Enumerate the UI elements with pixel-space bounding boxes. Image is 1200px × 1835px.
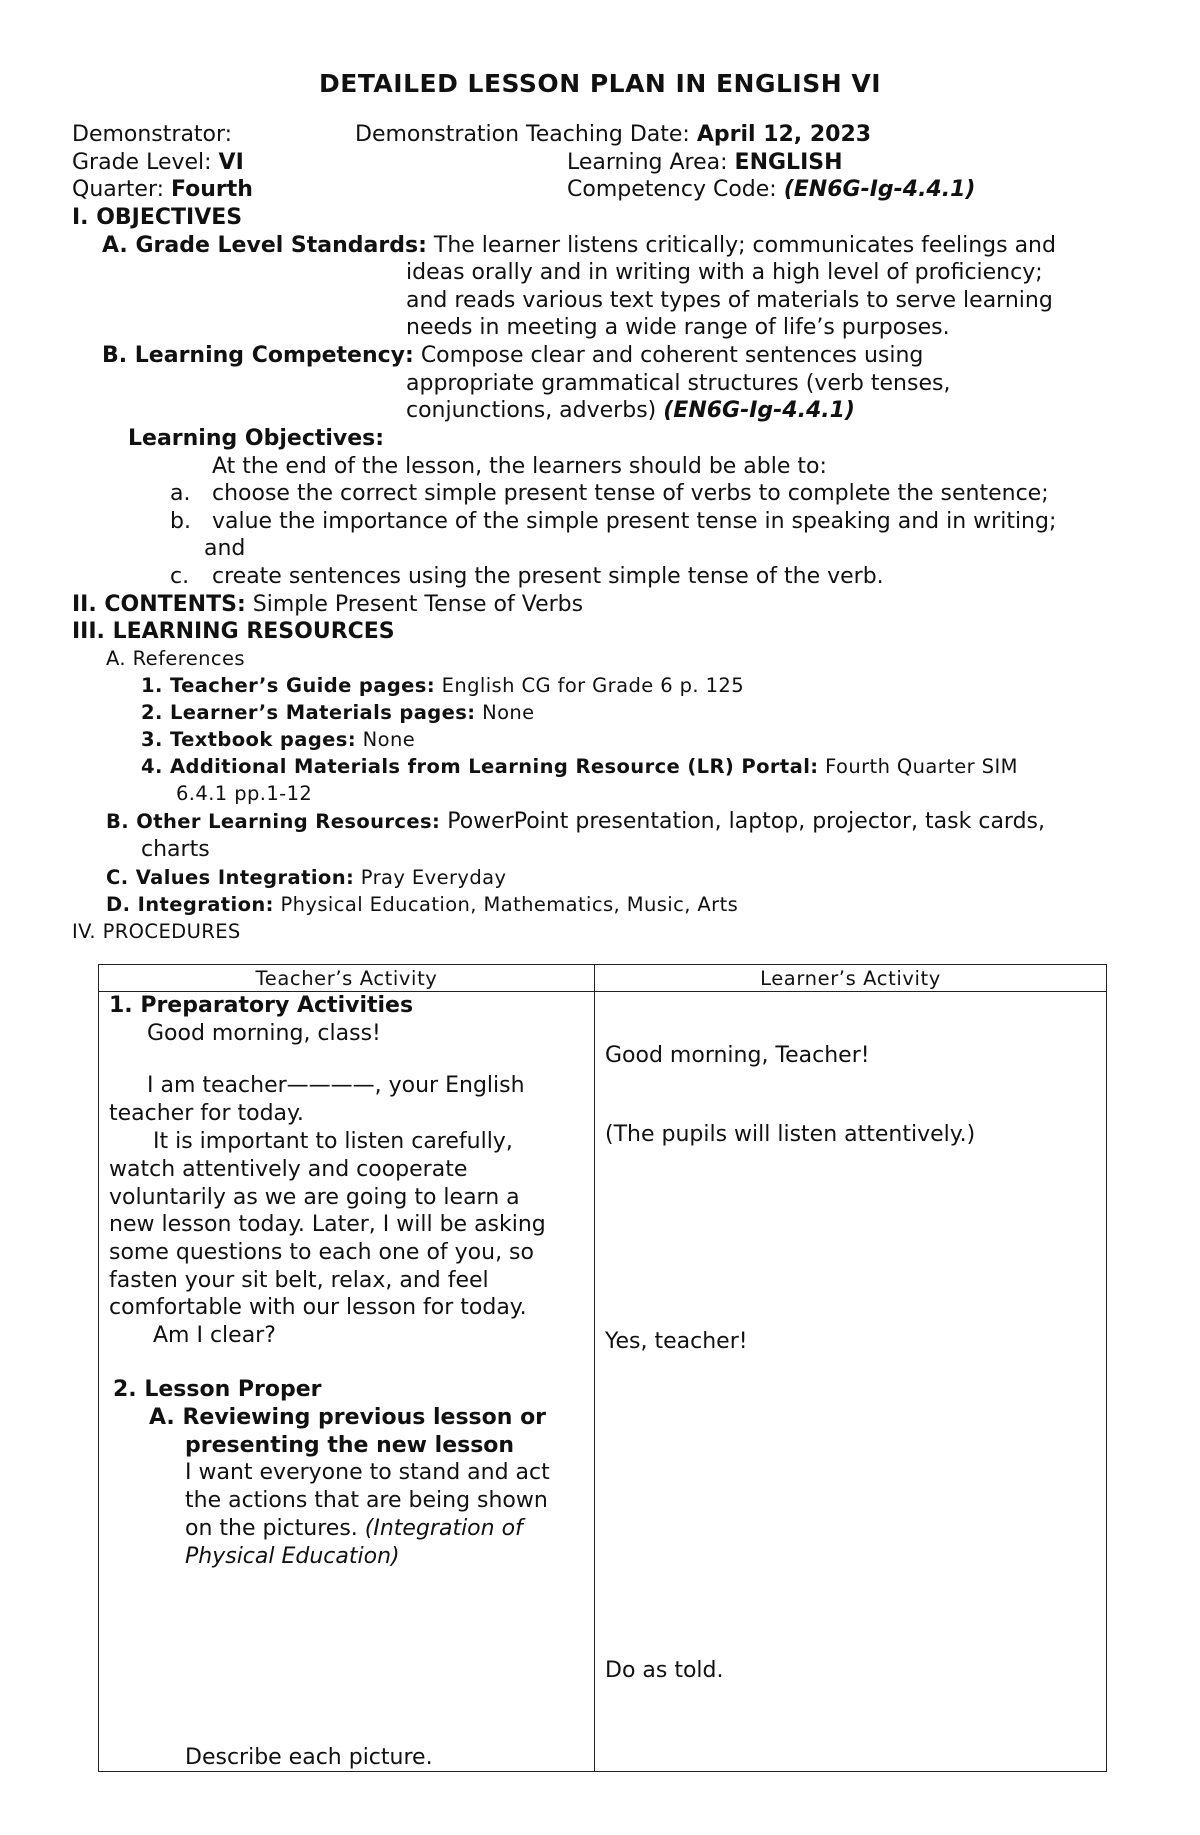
teacher-act-1: I want everyone to stand and act <box>185 1460 550 1485</box>
teacher-listen-7: comfortable with our lesson for today. <box>109 1295 527 1320</box>
ref-additional-materials: 4. Additional Materials from Learning Resource (LR) Portal: Fourth Quarter SIM <box>141 755 1018 778</box>
gls-line-2: ideas orally and in writing with a high level of proficiency; <box>406 260 1043 285</box>
gls-line-3: and reads various text types of materials to serve learning <box>406 288 1053 313</box>
competency-code: Competency Code: (EN6G-Ig-4.4.1) <box>567 177 976 202</box>
teacher-am-i-clear: Am I clear? <box>153 1323 276 1348</box>
learning-objectives-heading: Learning Objectives: <box>128 426 385 451</box>
contents: II. CONTENTS: Simple Present Tense of Verbs <box>72 592 584 617</box>
grade-level-standards: A. Grade Level Standards: The learner listens critically; communicates feelings and <box>102 233 1056 258</box>
resources-heading: III. LEARNING RESOURCES <box>72 619 395 644</box>
teaching-date: Demonstration Teaching Date: April 12, 2023 <box>355 122 872 147</box>
learning-objectives-intro: At the end of the lesson, the learners should be able to: <box>212 454 827 479</box>
reviewing-lesson-1: A. Reviewing previous lesson or <box>149 1405 547 1430</box>
objective-a: choose the correct simple present tense of verbs to complete the sentence; <box>212 481 1049 506</box>
teacher-listen-1: It is important to listen carefully, <box>153 1129 513 1154</box>
learner-do-as-told: Do as told. <box>605 1658 724 1683</box>
values-integration: C. Values Integration: Pray Everyday <box>106 866 507 889</box>
teacher-listen-3: voluntarily as we are going to learn a <box>109 1185 520 1210</box>
learner-listen: (The pupils will listen attentively.) <box>605 1122 976 1147</box>
teacher-integration: Physical Education) <box>185 1544 400 1569</box>
teacher-activity-cell <box>99 992 595 1772</box>
teacher-listen-5: some questions to each one of you, so <box>109 1240 534 1265</box>
teacher-act-3: on the pictures. (Integration of <box>185 1516 523 1541</box>
teacher-intro-2: teacher for today. <box>109 1101 304 1126</box>
teacher-listen-6: fasten your sit belt, relax, and feel <box>109 1268 489 1293</box>
ref-textbook: 3. Textbook pages: None <box>141 728 416 751</box>
learning-area: Learning Area: ENGLISH <box>567 150 843 175</box>
objective-a-marker: a. <box>170 481 191 506</box>
grade-level: Grade Level: VI <box>72 150 244 175</box>
col-header-learner: Learner’s Activity <box>595 965 1107 992</box>
ref-teachers-guide: 1. Teacher’s Guide pages: English CG for Grade 6 p. 125 <box>141 674 745 697</box>
lesson-proper: 2. Lesson Proper <box>113 1377 322 1402</box>
teacher-listen-2: watch attentively and cooperate <box>109 1157 468 1182</box>
teacher-act-2: the actions that are being shown <box>185 1488 548 1513</box>
quarter: Quarter: Fourth <box>72 177 253 202</box>
integration: D. Integration: Physical Education, Mathematics, Music, Arts <box>106 893 739 916</box>
other-learning-resources-cont: charts <box>141 837 210 862</box>
learner-greeting: Good morning, Teacher! <box>605 1043 870 1068</box>
procedures-heading: IV. PROCEDURES <box>72 920 241 943</box>
objectives-heading: I. OBJECTIVES <box>72 205 243 230</box>
col-header-teacher: Teacher’s Activity <box>99 965 595 992</box>
lc-line-3: conjunctions, adverbs) (EN6G-Ig-4.4.1) <box>406 398 855 423</box>
lc-line-2: appropriate grammatical structures (verb tenses, <box>406 371 951 396</box>
learner-yes: Yes, teacher! <box>605 1329 748 1354</box>
gls-line-4: needs in meeting a wide range of life’s purposes. <box>406 315 950 340</box>
reviewing-lesson-2: presenting the new lesson <box>185 1433 515 1458</box>
teacher-greeting: Good morning, class! <box>147 1021 381 1046</box>
objective-b-marker: b. <box>170 509 191 534</box>
other-learning-resources: B. Other Learning Resources: PowerPoint presentation, laptop, projector, task cards, <box>106 809 1045 834</box>
teacher-intro-1: I am teacher————, your English <box>147 1073 525 1098</box>
learning-competency: B. Learning Competency: Compose clear and coherent sentences using <box>102 343 924 368</box>
procedures-table <box>98 964 1107 1772</box>
document-title: DETAILED LESSON PLAN IN ENGLISH VI <box>318 69 882 98</box>
objective-b-cont: and <box>204 536 246 561</box>
objective-c-marker: c. <box>170 564 190 589</box>
ref-learners-materials: 2. Learner’s Materials pages: None <box>141 701 535 724</box>
ref-additional-materials-cont: 6.4.1 pp.1-12 <box>176 782 313 805</box>
objective-c: create sentences using the present simple tense of the verb. <box>212 564 884 589</box>
learner-activity-cell <box>595 992 1107 1772</box>
demonstrator-label: Demonstrator: <box>72 122 233 147</box>
objective-b: value the importance of the simple present tense in speaking and in writing; <box>212 509 1057 534</box>
teacher-describe: Describe each picture. <box>185 1745 433 1770</box>
preparatory-activities: 1. Preparatory Activities <box>109 993 414 1018</box>
references-heading: A. References <box>106 647 245 670</box>
teacher-listen-4: new lesson today. Later, I will be asking <box>109 1212 546 1237</box>
